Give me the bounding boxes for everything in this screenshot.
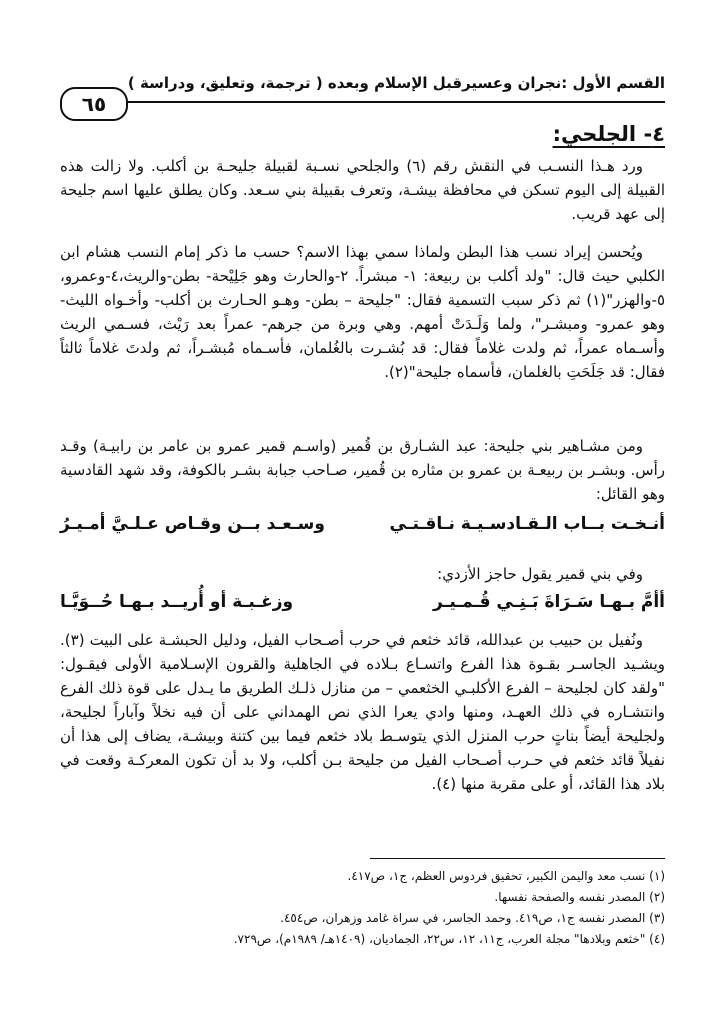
footnote-rule [370, 858, 665, 859]
paragraph: وفي بني قمير يقول حاجز الأزدي: [437, 565, 643, 583]
section-heading: ٤- الجلحي: [552, 122, 665, 146]
footnote: (٣) المصدر نفسه ج١، ص٤١٩. وحمد الجاسر، في سراة غامد وزهران، ص٤٥٤. [280, 911, 665, 925]
footnotes [60, 866, 665, 950]
page-number: ٦٥ [60, 87, 128, 121]
running-header: القسم الأول :نجران وعسيرقبل الإسلام وبعده ( ترجمة، وتعليق، ودراسة ) [127, 74, 665, 92]
verse-hemistich: أأمَّ بـهـا سَـرَاةَ بَـنِـي قُـمـيـر [433, 592, 665, 612]
footnote: (١) نسب معد واليمن الكبير، تحقيق فردوس العظم، ج١، ص٤١٧. [347, 869, 665, 883]
verse-hemistich: وزغـبـة أو أُريــد بـهـا حُــوَيَّـا [60, 592, 294, 612]
paragraph: ومن مشـاهير بني جليحة: عبد الشـارق بن قُمير (واسـم قمير عمرو بن عامر بن رابيـة) وقـد رأس. وبشـر بن ربيعـة بن عمرو بن مثاره بن قُمير، صـاحب جبابة بشـر بالكوفة، وقد شهد القادسية وهو القائل: [60, 437, 665, 503]
paragraph-5-block [60, 628, 665, 796]
footnote: (٢) المصدر نفسه والصفحة نفسها. [494, 890, 665, 904]
paragraph-1-block [60, 154, 665, 226]
verse-line [60, 514, 665, 542]
paragraph-3-block [60, 434, 665, 506]
paragraph: ورد هـذا النسـب في النقش رقم (٦) والجلحي نسـبة لقبيلة جليحـة بن أكلب. ولا زالت هذه القبيلة إلى اليوم تسكن في محافظة بيشـة، وتعرف بقبيلة بني سـعد. وكان يطلق عليها اسم جليحة إلى عهد قريب. [60, 157, 665, 223]
footnote: (٤) "خثعم وبلادها" مجلة العرب، ج١١، ١٢، س٢٢، الجماديان، (١٤٠٩هـ/ ١٩٨٩م)، ص٧٢٩. [233, 932, 665, 946]
paragraph: ونُفيل بن حبيب بن عبدالله، قائد خثعم في حرب أصـحاب الفيل، ودليل الحبشـة على البيت (٣). ويشـيد الجاسـر بقـوة هذا الفرع واتسـاع بـلاده في الجاهلية والقرون الإسـلامية الأولى فيقـول: "ولقد كان لجليحة – الفرع الأكلبـي الخثعمي – من منازل ذلـك الطريق ما يـدل على قوة ذلك الفرع وانتشـاره في ذلك العهـد، ومنها وادي يعرا الذي نص الهمداني على أن فيه نخلاً وآباراً لجليحة، ولجليحة أيضاً بناتٍ حرب المنزل الذي يتوسـط بلاد خثعم فيما بين كتنة وبيشـة، يضاف إلى هذا أن نفيلاً قائد خثعم في حـرب أصـحاب الفيل من جليحة بـن أكلب، ولا بد أن تكون المعركـة وقعت في بلاد هذا القائد، أو على مقربة منها (٤). [60, 631, 665, 793]
header-rule [125, 101, 665, 103]
verse-line [60, 592, 665, 620]
verse-hemistich: أنـخـت بــاب الـقـادسـيـة نـاقـتـي [389, 514, 665, 534]
verse-hemistich: وسـعـد بــن وقـاص عـلـيَّ أمـيـرُ [60, 514, 325, 534]
paragraph: ويُحسن إيراد نسب هذا البطن ولماذا سمي بهذا الاسم؟ حسب ما ذكر إمام النسب هشام ابن الكلبي حيث قال: "ولد أكلب بن ربيعة: ١- مبشراً. ٢-والحارث وهو جَلِيْحة- بطن-والريث،٤-وعمرو، ٥-والهزر"(١) ثم ذكر سبب التسمية فقال: "جليحة – بطن- وهـو الحـارث بن أكلب- وأخـواه الليث- وهو عمرو- ومبشـر"، ولما وَلَـدَتْ أمهم. وهي وبرة من جرهم- عمراً بعد رَيْث، فسـمي الريث وأسـماه عمراً، ثم ولدت غلاماً فقال: قد بُشـرت بالغُلمان، فأسـماه مُبشـراً، ثم ولدتَ غلاماً ثالثاً فقال: قد جَلَحَتِ بالغلمان، فأسماه جليحة"(٢). [60, 243, 666, 381]
paragraph-4-block [60, 562, 665, 586]
paragraph-2-block [60, 240, 665, 384]
